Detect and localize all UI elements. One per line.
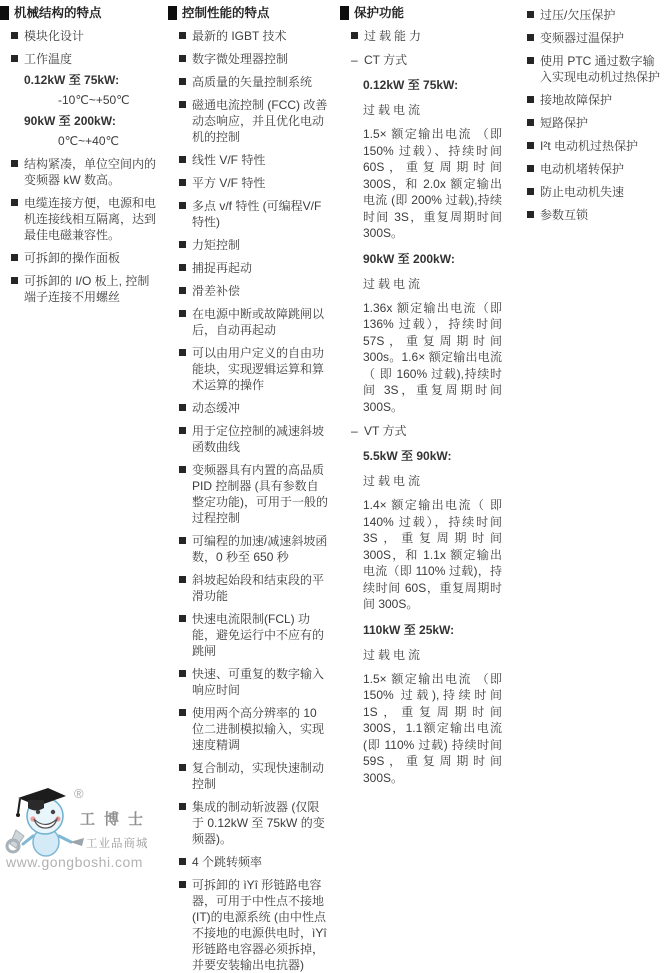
- column-control-features: [168, 3, 340, 973]
- bullet-square-icon: [179, 615, 186, 622]
- website-url: www.gongboshi.com: [6, 854, 143, 870]
- item-text: VT 方式: [364, 424, 407, 438]
- column-header: [340, 5, 502, 21]
- bullet-item: [168, 198, 328, 230]
- bullet-square-icon: [527, 57, 534, 64]
- bullet-square-icon: [179, 858, 186, 865]
- bullet-item: [168, 152, 328, 168]
- bullet-item: [168, 533, 328, 565]
- item-text: 变频器过温保护: [540, 31, 625, 45]
- bullet-square-icon: [527, 211, 534, 218]
- bullet-square-icon: [11, 254, 18, 261]
- item-text: 过载电流: [363, 647, 424, 662]
- item-text: 捕捉再起动: [192, 261, 253, 275]
- item-text: 使用两个高分辨率的 10 位二进制模拟输入，实现速度精调: [192, 706, 325, 752]
- item-text: 5.5kW 至 90kW:: [363, 449, 452, 463]
- dash-item: [340, 423, 502, 439]
- bullet-square-icon: [179, 287, 186, 294]
- kw-item: [340, 448, 502, 464]
- item-text: 过压/欠压保护: [540, 8, 616, 22]
- bullet-item: [340, 28, 502, 44]
- item-text: 可以由用户定义的自由功能块，实现逻辑运算和算术运算的操作: [192, 346, 325, 392]
- item-text: 短路保护: [540, 116, 589, 130]
- item-text: 模块化设计: [24, 29, 85, 43]
- range-item: [0, 92, 156, 108]
- item-text: 集成的制动斩波器 (仅限于 0.12kW 至 75kW 的变频器)。: [192, 800, 325, 846]
- bullet-item: [516, 184, 664, 200]
- bullet-item: [0, 51, 156, 67]
- item-text: 多点 v/f 特性 (可编程V/F 特性): [192, 199, 322, 229]
- item-text: 数字微处理器控制: [192, 52, 289, 66]
- sub-item: [0, 113, 156, 129]
- dash-item: [340, 52, 502, 68]
- bullet-item: [168, 400, 328, 416]
- item-text: 线性 V/F 特性: [192, 153, 266, 167]
- bullet-square-icon: [527, 11, 534, 18]
- bullet-square-icon: [11, 160, 18, 167]
- dash-marker: –: [351, 424, 358, 438]
- bullet-item: [0, 195, 156, 243]
- bullet-item: [168, 51, 328, 67]
- item-text: 电动机堵转保护: [540, 162, 625, 176]
- item-text: 0.12kW 至 75kW:: [363, 78, 459, 92]
- bullet-item: [0, 273, 156, 305]
- item-text: 1.4× 额定输出电流（ 即 140% 过载），持续时间 3S，重复周期时间 300S，和 1.1x 额定输出电流（即 110% 过载)，持续时间 60S，重复周期时间 300S。: [363, 498, 502, 611]
- label-item: [340, 647, 502, 663]
- item-text: 过载电流: [363, 474, 424, 488]
- item-text: CT 方式: [364, 53, 408, 67]
- bullet-item: [168, 462, 328, 526]
- brand-tagline: 工业品商城: [86, 838, 149, 850]
- item-text: 110kW 至 25kW:: [363, 622, 455, 637]
- bullet-square-icon: [179, 32, 186, 39]
- column-header-label: 控制性能的特点: [182, 6, 270, 20]
- bullet-square-icon: [11, 55, 18, 62]
- para-item: [340, 126, 502, 242]
- bullet-square-icon: [179, 881, 186, 888]
- item-text: 1.5× 额定输出电流 （即 150% 过载）、持续时间 60S，重复周期时间 300S，和 2.0x 额定输出电流 (即 200% 过载),持续时间 3S，重复周期时间 300S。: [363, 127, 502, 240]
- bullet-item: [168, 705, 328, 753]
- bullet-square-icon: [351, 32, 358, 39]
- bullet-square-icon: [179, 202, 186, 209]
- bullet-item: [168, 97, 328, 145]
- item-text: 平方 V/F 特性: [192, 176, 266, 190]
- item-text: 快速、可重复的数字输入响应时间: [192, 667, 325, 697]
- bullet-square-icon: [179, 764, 186, 771]
- bullet-square-icon: [179, 709, 186, 716]
- para-item: [340, 300, 502, 416]
- para-item: [340, 671, 502, 787]
- item-text: I²t 电动机过热保护: [540, 139, 638, 153]
- item-text: 动态缓冲: [192, 401, 241, 415]
- item-text: 0℃~+40℃: [58, 134, 119, 148]
- item-text: 90kW 至 200kW:: [24, 114, 116, 128]
- brand-name: 工博士: [80, 812, 153, 828]
- para-item: [340, 497, 502, 613]
- item-text: 可拆卸的 ìYî 形链路电容器，可用于中性点不接地(IT)的电源系统 (由中性点不接地的电源供电时，ìYî 形链路电容器必须拆掉，并要安装输出电抗器): [192, 878, 327, 972]
- bullet-item: [168, 760, 328, 792]
- bullet-item: [168, 345, 328, 393]
- bullet-square-icon: [179, 264, 186, 271]
- bullet-item: [516, 30, 664, 46]
- bullet-item: [168, 572, 328, 604]
- item-text: 斜坡起始段和结束段的平滑功能: [192, 573, 325, 603]
- item-text: 1.5× 额定输出电流 （即 150% 过载),持续时间 1S，重复周期时间 300S，1.1额定输出电流 (即 110% 过载) 持续时间 59S，重复周期时间 300S。: [363, 671, 502, 785]
- item-text: 使用 PTC 通过数字输入实现电动机过热保护: [540, 54, 661, 84]
- item-text: 1.36x 额定输出电流（即 136% 过载），持续时间 57S，重复周期时间 300s。1.6× 额定输出电流（ 即 160% 过载),持续时间 3S，重复周期时间 300S。: [363, 300, 502, 414]
- bullet-square-icon: [179, 349, 186, 356]
- bullet-square-icon: [11, 277, 18, 284]
- bullet-item: [168, 283, 328, 299]
- kw-item: [340, 77, 502, 93]
- bullet-square-icon: [179, 466, 186, 473]
- bullet-square-icon: [179, 78, 186, 85]
- sub-item: [0, 72, 156, 88]
- bullet-square-icon: [179, 537, 186, 544]
- item-text: 防止电动机失速: [540, 185, 625, 199]
- bullet-square-icon: [179, 670, 186, 677]
- header-square-icon: [0, 6, 9, 20]
- header-square-icon: [168, 6, 177, 20]
- bullet-item: [168, 74, 328, 90]
- bullet-square-icon: [179, 576, 186, 583]
- bullet-square-icon: [179, 404, 186, 411]
- item-text: 高质量的矢量控制系统: [192, 75, 313, 89]
- bullet-item: [168, 799, 328, 847]
- column-header-label: 机械结构的特点: [14, 6, 102, 20]
- bullet-item: [516, 115, 664, 131]
- bullet-square-icon: [527, 34, 534, 41]
- bullet-item: [168, 666, 328, 698]
- label-item: [340, 102, 502, 118]
- bullet-square-icon: [179, 803, 186, 810]
- kw-item: [340, 251, 502, 267]
- bullet-item: [168, 306, 328, 338]
- bullet-square-icon: [527, 188, 534, 195]
- bullet-square-icon: [11, 199, 18, 206]
- bullet-square-icon: [527, 165, 534, 172]
- item-text: 接地故障保护: [540, 93, 613, 107]
- column-protection-functions: [340, 3, 516, 973]
- item-text: 复合制动，实现快速制动控制: [192, 761, 325, 791]
- item-text: 4 个跳转频率: [192, 855, 263, 869]
- kw-item: [340, 622, 502, 638]
- bullet-square-icon: [11, 32, 18, 39]
- bullet-square-icon: [179, 179, 186, 186]
- item-text: 快速电流限制(FCL) 功能，避免运行中不应有的跳闸: [192, 612, 325, 658]
- bullet-item: [168, 28, 328, 44]
- item-text: 参数互锁: [540, 208, 589, 222]
- bullet-square-icon: [527, 119, 534, 126]
- bullet-item: [0, 156, 156, 188]
- bullet-item: [168, 423, 328, 455]
- bullet-square-icon: [527, 96, 534, 103]
- item-text: 在电源中断或故障跳闸以后，自动再起动: [192, 307, 325, 337]
- item-text: 结构紧凑，单位空间内的变频器 kW 数高。: [24, 157, 157, 187]
- item-text: 用于定位控制的减速斜坡函数曲线: [192, 424, 325, 454]
- bullet-item: [516, 92, 664, 108]
- column-header: [168, 5, 328, 21]
- column-header: [0, 5, 156, 21]
- bullet-item: [0, 250, 156, 266]
- bullet-item: [168, 611, 328, 659]
- item-text: 滑差补偿: [192, 284, 241, 298]
- item-text: 过载电流: [363, 276, 424, 291]
- bullet-item: [0, 28, 156, 44]
- bullet-square-icon: [179, 427, 186, 434]
- header-square-icon: [340, 6, 349, 20]
- item-text: 可拆卸的操作面板: [24, 251, 121, 265]
- registered-mark: ®: [74, 786, 84, 801]
- bullet-item: [168, 237, 328, 253]
- bullet-square-icon: [179, 156, 186, 163]
- bullet-item: [168, 260, 328, 276]
- item-text: 工作温度: [24, 52, 73, 66]
- item-text: 可拆卸的 I/O 板上, 控制端子连接不用螺丝: [24, 274, 150, 304]
- bullet-square-icon: [179, 241, 186, 248]
- item-text: 电缆连接方便，电源和电机连接线相互隔离，达到最佳电磁兼容性。: [24, 196, 157, 242]
- item-text: 变频器具有内置的高品质 PID 控制器 (具有参数自整定功能)，可用于一般的过程控制: [192, 463, 328, 525]
- label-item: [340, 473, 502, 489]
- bullet-square-icon: [179, 310, 186, 317]
- item-text: 过载电流: [363, 103, 424, 117]
- bullet-item: [516, 207, 664, 223]
- item-text: 可编程的加速/减速斜坡函数，0 秒至 650 秒: [192, 534, 328, 564]
- label-item: [340, 276, 502, 292]
- bullet-item: [516, 53, 664, 85]
- column-protection-list: [516, 3, 666, 973]
- bullet-square-icon: [179, 55, 186, 62]
- bullet-item: [168, 854, 328, 870]
- bullet-square-icon: [527, 142, 534, 149]
- bullet-item: [168, 175, 328, 191]
- bullet-item: [516, 161, 664, 177]
- item-text: 0.12kW 至 75kW:: [24, 73, 120, 87]
- bullet-item: [516, 7, 664, 23]
- item-text: 过载能力: [364, 29, 425, 43]
- item-text: 最新的 IGBT 技术: [192, 29, 287, 43]
- range-item: [0, 133, 156, 149]
- item-text: 力矩控制: [192, 238, 241, 252]
- gongboshi-watermark-logo: [4, 786, 172, 872]
- bullet-square-icon: [179, 101, 186, 108]
- bullet-item: [516, 138, 664, 154]
- item-text: -10℃~+50℃: [58, 93, 130, 107]
- column-header-label: 保护功能: [354, 6, 405, 20]
- bullet-item: [168, 877, 328, 973]
- dash-marker: –: [351, 53, 358, 67]
- item-text: 90kW 至 200kW:: [363, 251, 455, 266]
- item-text: 磁通电流控制 (FCC) 改善动态响应，并且优化电动机的控制: [192, 98, 328, 144]
